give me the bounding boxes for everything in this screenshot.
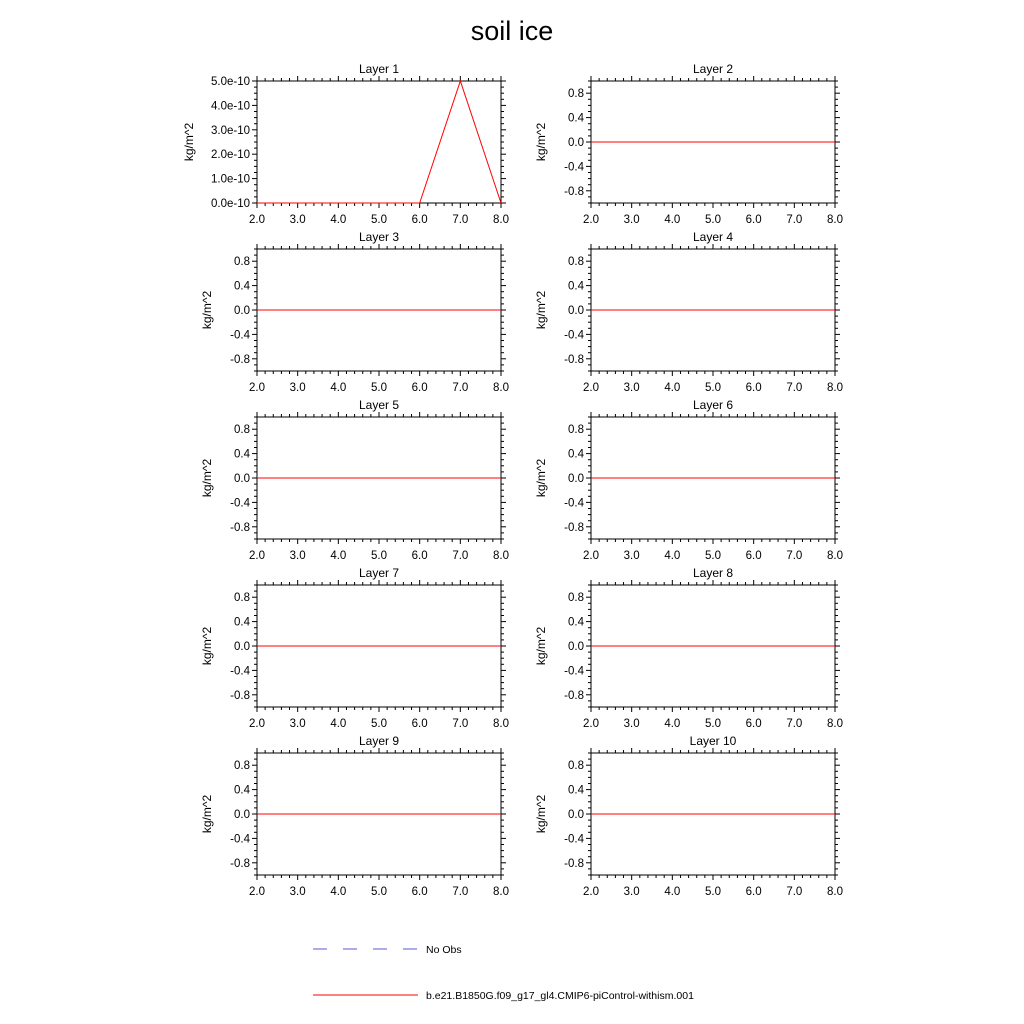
x-tick-label: 4.0	[330, 382, 347, 394]
y-tick-label: -0.8	[230, 689, 250, 702]
panel-title: Layer 1	[358, 62, 400, 76]
y-tick-label: -0.8	[564, 857, 584, 870]
y-axis-label: kg/m^2	[534, 458, 548, 498]
x-tick-label: 4.0	[664, 382, 681, 394]
y-tick-label: 0.4	[234, 784, 250, 797]
x-tick-label: 2.0	[249, 886, 265, 898]
x-tick-label: 4.0	[330, 886, 347, 898]
panel-layer-1	[182, 62, 509, 226]
y-tick-label: -0.4	[230, 329, 250, 342]
panel-layer-7	[200, 566, 509, 730]
x-tick-label: 5.0	[371, 550, 387, 562]
panel-layer-9	[200, 734, 509, 898]
y-tick-label: 0.0	[568, 809, 584, 821]
legend-entry-1	[313, 944, 462, 956]
y-axis-label: kg/m^2	[200, 794, 214, 834]
x-tick-label: 3.0	[623, 718, 640, 730]
y-tick-label: -0.4	[564, 665, 584, 678]
panel-title: Layer 10	[689, 734, 737, 748]
y-tick-label: 0.8	[568, 88, 584, 101]
x-tick-label: 7.0	[452, 382, 469, 394]
x-tick-label: 4.0	[664, 214, 681, 226]
x-tick-label: 5.0	[371, 214, 387, 226]
y-axis-label: kg/m^2	[200, 458, 214, 498]
y-tick-label: 0.4	[568, 784, 584, 797]
panels-layer	[182, 62, 843, 898]
x-tick-label: 8.0	[827, 214, 843, 226]
y-axis-label: kg/m^2	[534, 794, 548, 834]
legend-label: b.e21.B1850G.f09_g17_gl4.CMIP6-piControl-withism.001	[426, 990, 694, 1002]
y-tick-label: 0.0	[234, 809, 250, 821]
y-tick-label: -0.8	[564, 521, 584, 534]
panel-title: Layer 3	[358, 230, 400, 244]
series-line	[257, 81, 501, 203]
y-tick-label: -0.4	[564, 329, 584, 342]
x-tick-label: 5.0	[705, 214, 721, 226]
x-tick-label: 5.0	[371, 718, 387, 730]
x-tick-label: 7.0	[786, 886, 803, 898]
y-tick-label: 0.8	[568, 256, 584, 269]
y-tick-label: 0.8	[568, 760, 584, 773]
panel-layer-6	[534, 398, 843, 562]
y-tick-label: 1.0e-10	[210, 173, 250, 186]
x-tick-label: 3.0	[289, 214, 306, 226]
x-tick-label: 2.0	[249, 382, 265, 394]
plot-frame	[257, 81, 501, 203]
panel-layer-8	[534, 566, 843, 730]
x-tick-label: 8.0	[827, 886, 843, 898]
y-axis-label: kg/m^2	[534, 626, 548, 666]
y-tick-label: -0.8	[230, 521, 250, 534]
y-tick-label: 3.0e-10	[210, 124, 250, 137]
y-tick-label: 0.4	[568, 112, 584, 125]
x-tick-label: 2.0	[583, 382, 599, 394]
x-tick-label: 6.0	[745, 886, 762, 898]
x-tick-label: 4.0	[330, 214, 347, 226]
y-tick-label: 0.4	[568, 448, 584, 461]
y-tick-label: 0.8	[568, 592, 584, 605]
x-tick-label: 3.0	[623, 382, 640, 394]
y-tick-label: 0.0	[234, 473, 250, 485]
x-tick-label: 2.0	[583, 550, 599, 562]
y-axis-label: kg/m^2	[182, 122, 196, 162]
x-tick-label: 7.0	[452, 718, 469, 730]
x-tick-label: 6.0	[745, 382, 762, 394]
y-tick-label: 0.8	[234, 424, 250, 437]
y-axis-label: kg/m^2	[534, 122, 548, 162]
y-tick-label: 0.4	[234, 616, 250, 629]
panel-title: Layer 2	[692, 62, 734, 76]
y-axis-label: kg/m^2	[200, 626, 214, 666]
y-tick-label: 2.0e-10	[210, 149, 250, 162]
x-tick-label: 6.0	[411, 382, 428, 394]
y-tick-label: -0.8	[564, 689, 584, 702]
panel-title: Layer 4	[692, 230, 734, 244]
x-tick-label: 3.0	[623, 886, 640, 898]
panel-title: Layer 9	[358, 734, 400, 748]
y-tick-label: 0.0	[568, 473, 584, 485]
y-tick-label: 0.4	[234, 448, 250, 461]
y-axis-label: kg/m^2	[200, 290, 214, 330]
legend-label: No Obs	[426, 944, 462, 956]
x-tick-label: 4.0	[664, 886, 681, 898]
y-axis-label: kg/m^2	[534, 290, 548, 330]
y-tick-label: 0.8	[234, 256, 250, 269]
y-tick-label: 0.8	[234, 592, 250, 605]
panel-layer-5	[200, 398, 509, 562]
x-tick-label: 8.0	[493, 550, 509, 562]
x-tick-label: 8.0	[493, 214, 509, 226]
x-tick-label: 2.0	[583, 214, 599, 226]
y-tick-label: 0.0	[568, 137, 584, 149]
y-tick-label: -0.4	[564, 833, 584, 846]
x-tick-label: 5.0	[705, 550, 721, 562]
x-tick-label: 6.0	[411, 718, 428, 730]
y-tick-label: -0.4	[564, 497, 584, 510]
y-tick-label: 0.0	[568, 305, 584, 317]
y-tick-label: -0.8	[230, 353, 250, 366]
x-tick-label: 3.0	[289, 382, 306, 394]
y-tick-label: 0.8	[568, 424, 584, 437]
panel-title: Layer 8	[692, 566, 734, 580]
x-tick-label: 7.0	[452, 214, 469, 226]
x-tick-label: 5.0	[371, 886, 387, 898]
y-tick-label: -0.8	[564, 353, 584, 366]
x-tick-label: 6.0	[745, 550, 762, 562]
y-tick-label: 0.8	[234, 760, 250, 773]
x-tick-label: 5.0	[705, 718, 721, 730]
x-tick-label: 8.0	[827, 382, 843, 394]
x-tick-label: 7.0	[786, 214, 803, 226]
panel-layer-3	[200, 230, 509, 394]
y-tick-label: -0.4	[230, 497, 250, 510]
y-tick-label: 4.0e-10	[210, 100, 250, 113]
y-tick-label: 0.0	[568, 641, 584, 653]
y-tick-label: -0.8	[564, 185, 584, 198]
x-tick-label: 4.0	[664, 718, 681, 730]
x-tick-label: 5.0	[705, 382, 721, 394]
panel-layer-4	[534, 230, 843, 394]
panel-layer-2	[534, 62, 843, 226]
y-tick-label: 0.0	[234, 305, 250, 317]
y-tick-label: 0.4	[234, 280, 250, 293]
y-tick-label: 0.4	[568, 616, 584, 629]
y-tick-label: 0.0e-10	[210, 198, 250, 210]
x-tick-label: 2.0	[249, 550, 265, 562]
x-tick-label: 2.0	[249, 214, 265, 226]
x-tick-label: 6.0	[411, 550, 428, 562]
x-tick-label: 3.0	[289, 718, 306, 730]
x-tick-label: 7.0	[786, 718, 803, 730]
x-tick-label: 7.0	[786, 550, 803, 562]
page-title: soil ice	[470, 16, 554, 46]
x-tick-label: 5.0	[371, 382, 387, 394]
panel-title: Layer 6	[692, 398, 734, 412]
panel-layer-10	[534, 734, 843, 898]
x-tick-label: 8.0	[827, 550, 843, 562]
x-tick-label: 8.0	[493, 382, 509, 394]
y-tick-label: -0.4	[230, 833, 250, 846]
y-tick-label: -0.4	[230, 665, 250, 678]
y-tick-label: 0.0	[234, 641, 250, 653]
x-tick-label: 4.0	[664, 550, 681, 562]
x-tick-label: 7.0	[452, 886, 469, 898]
legend	[313, 944, 694, 1002]
x-tick-label: 8.0	[827, 718, 843, 730]
x-tick-label: 6.0	[411, 886, 428, 898]
x-tick-label: 2.0	[583, 886, 599, 898]
legend-entry-2	[313, 990, 694, 1002]
x-tick-label: 4.0	[330, 550, 347, 562]
y-tick-label: 5.0e-10	[210, 76, 250, 88]
x-tick-label: 6.0	[411, 214, 428, 226]
panel-title: Layer 7	[358, 566, 400, 580]
y-tick-label: -0.4	[564, 161, 584, 174]
x-tick-label: 8.0	[493, 886, 509, 898]
x-tick-label: 2.0	[249, 718, 265, 730]
x-tick-label: 3.0	[623, 550, 640, 562]
x-tick-label: 3.0	[623, 214, 640, 226]
x-tick-label: 5.0	[705, 886, 721, 898]
x-tick-label: 6.0	[745, 214, 762, 226]
y-tick-label: -0.8	[230, 857, 250, 870]
x-tick-label: 3.0	[289, 550, 306, 562]
x-tick-label: 7.0	[786, 382, 803, 394]
x-tick-label: 4.0	[330, 718, 347, 730]
panel-title: Layer 5	[358, 398, 400, 412]
x-tick-label: 8.0	[493, 718, 509, 730]
x-tick-label: 6.0	[745, 718, 762, 730]
y-tick-label: 0.4	[568, 280, 584, 293]
x-tick-label: 7.0	[452, 550, 469, 562]
x-tick-label: 3.0	[289, 886, 306, 898]
x-tick-label: 2.0	[583, 718, 599, 730]
